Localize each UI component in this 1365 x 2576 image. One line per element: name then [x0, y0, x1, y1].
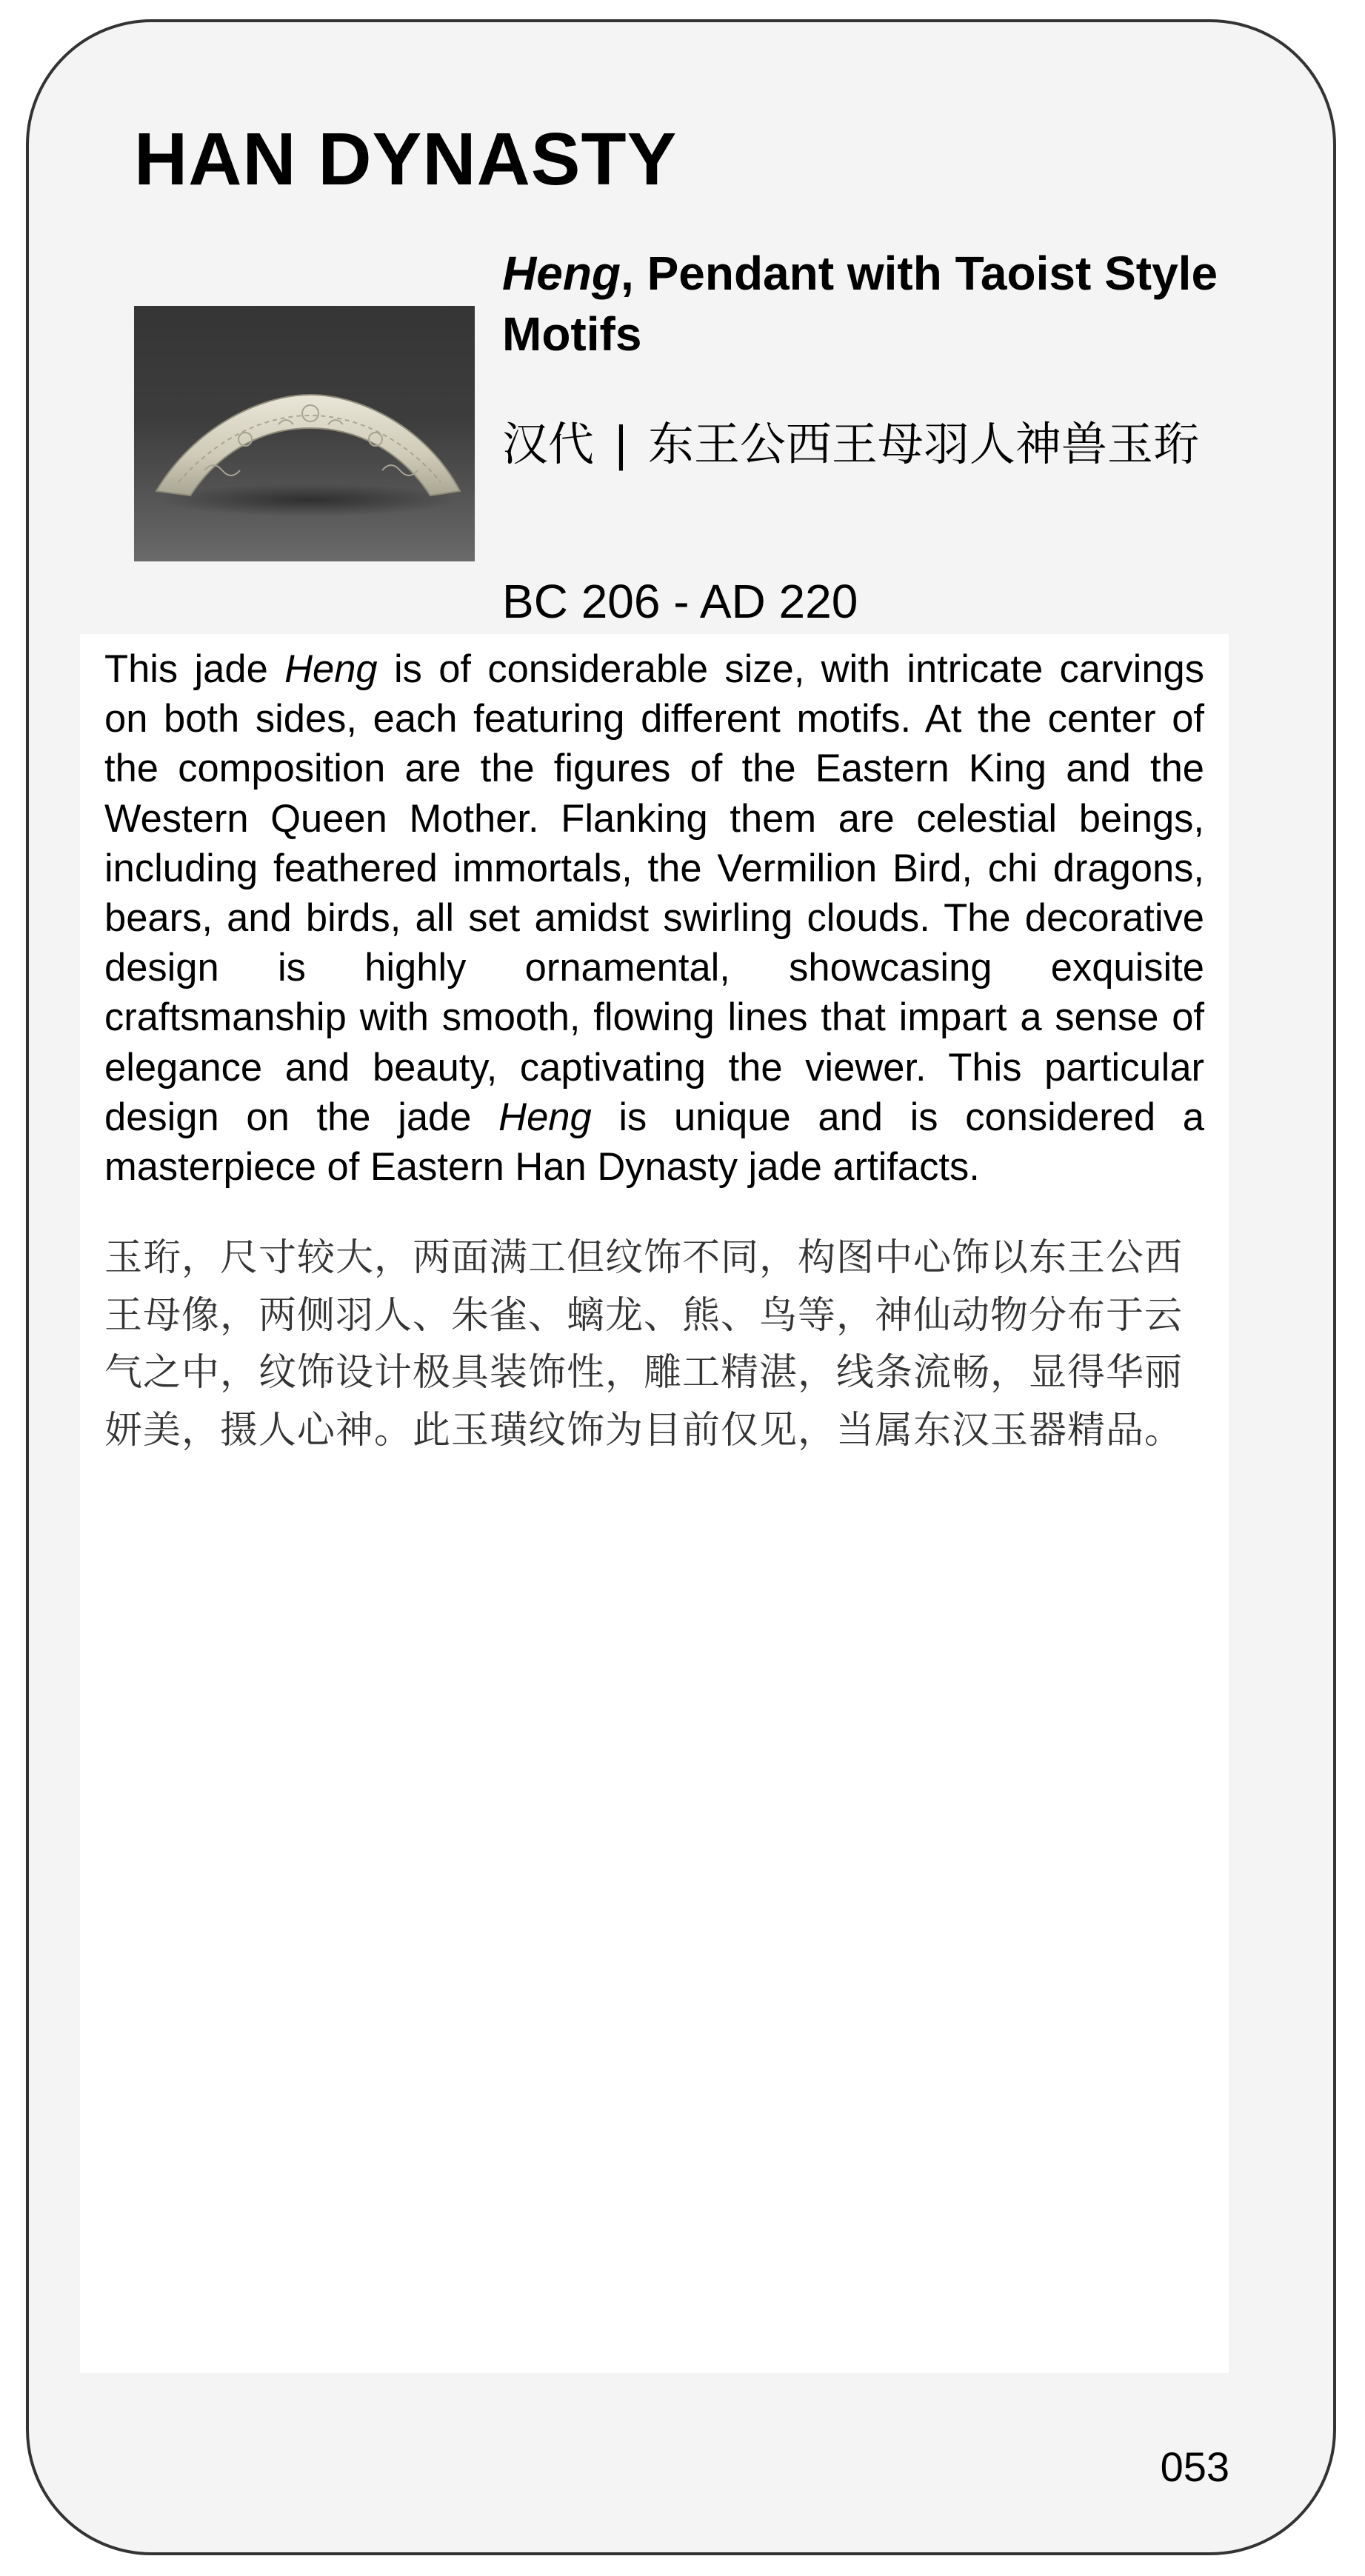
artifact-image [134, 306, 475, 561]
artifact-date: BC 206 - AD 220 [502, 575, 858, 628]
title-cn-period: 汉代 [502, 417, 595, 471]
desc-en-italic-2: Heng [498, 1095, 592, 1139]
desc-en-italic-1: Heng [284, 647, 378, 691]
artifact-title [502, 243, 1258, 364]
title-cn-separator: | [613, 417, 629, 471]
dynasty-heading: HAN DYNASTY [134, 118, 678, 201]
page-number: 053 [1160, 2443, 1229, 2490]
artifact-title-chinese [502, 407, 1258, 481]
desc-en-part-3: is unique and is considered a masterpiece of Eastern Han Dynasty jade artifacts. [104, 1095, 1204, 1189]
jade-pendant-icon [134, 306, 475, 561]
desc-en-part-2: is of considerable size, with intricate carvings on both sides, each featuring different motifs. At the center of the composition are the figures of the Eastern King and the Western Queen Mother. Flanking them are celestial beings, including feathered immortals, the Vermilion Bird, chi dragons, bears, and birds, all set amidst swirling clouds. The decorative design is highly ornamental, showcasing exquisite craftsmanship with smooth, flowing lines that impart a sense of elegance and beauty, captivating the viewer. This particular design on the jade [104, 647, 1204, 1139]
description-panel [80, 634, 1229, 2373]
description-chinese: 玉珩，尺寸较大，两面满工但纹饰不同，构图中心饰以东王公西王母像，两侧羽人、朱雀、螭龙、熊、鸟等，神仙动物分布于云气之中，纹饰设计极具装饰性，雕工精湛，线条流畅，显得华丽妍美，摄人心神。此玉璜纹饰为目前仅见，当属东汉玉器精品。 [104, 1236, 1184, 1452]
desc-en-part-1: This jade [104, 647, 285, 691]
title-italic: Heng [502, 247, 621, 300]
title-cn-name: 东王公西王母羽人神兽玉珩 [647, 417, 1199, 471]
description-english [104, 644, 1204, 1192]
title-rest: , Pendant with Taoist Style Motifs [502, 247, 1218, 361]
